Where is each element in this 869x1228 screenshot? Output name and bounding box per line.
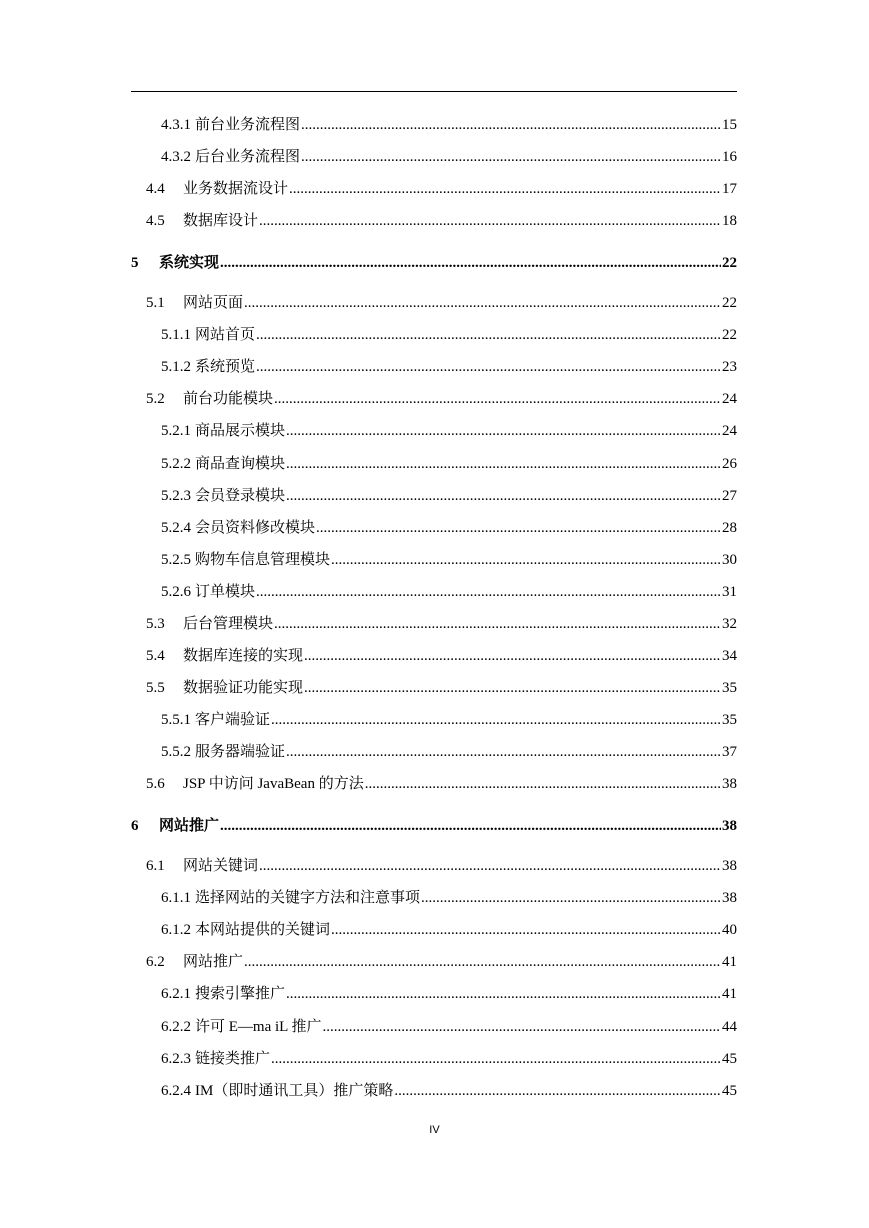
toc-leader-dots	[286, 455, 721, 473]
toc-chapter-entry[interactable]	[131, 815, 737, 835]
toc-entry-number: 5.1.1	[161, 327, 191, 343]
toc-entry[interactable]	[146, 210, 737, 230]
toc-leader-dots	[394, 1082, 721, 1100]
toc-entry-title: 前台功能模块	[183, 391, 274, 407]
toc-entry-page: 38	[722, 858, 737, 874]
toc-entry-page: 41	[722, 986, 737, 1002]
toc-entry-title: 订单模块	[195, 584, 256, 600]
toc-entry-page: 28	[722, 520, 737, 536]
toc-entry-title: 商品查询模块	[195, 456, 286, 472]
toc-entry-number: 6.1.1	[161, 890, 191, 906]
toc-entry-page: 35	[722, 712, 737, 728]
toc-entry-page: 38	[722, 890, 737, 906]
toc-entry[interactable]	[146, 951, 737, 971]
toc-entry-title: 本网站提供的关键词	[195, 922, 331, 938]
toc-entry-page: 31	[722, 584, 737, 600]
toc-entry-page: 16	[722, 149, 737, 165]
toc-entry-title: 选择网站的关键字方法和注意事项	[195, 890, 421, 906]
header-rule	[131, 91, 737, 92]
toc-entry-number: 6.2.2	[161, 1019, 191, 1035]
toc-entry-title: 许可 E—ma iL 推广	[195, 1019, 322, 1035]
toc-entry-page: 44	[722, 1019, 737, 1035]
toc-leader-dots	[256, 326, 721, 344]
toc-leader-dots	[289, 180, 721, 198]
toc-entry-title: 业务数据流设计	[183, 181, 289, 197]
toc-entry-number: 6.2	[146, 954, 165, 970]
toc-leader-dots	[220, 817, 721, 835]
toc-entry-title: 网站页面	[183, 295, 244, 311]
toc-entry-page: 15	[722, 117, 737, 133]
toc-entry-page: 22	[722, 255, 737, 271]
toc-entry-number: 6.1	[146, 858, 165, 874]
toc-entry[interactable]	[146, 388, 737, 408]
toc-entry[interactable]	[161, 1048, 737, 1068]
toc-entry-page: 22	[722, 295, 737, 311]
toc-leader-dots	[256, 583, 721, 601]
toc-entry-number: 5.3	[146, 616, 165, 632]
toc-entry-number: 5	[131, 255, 139, 271]
toc-leader-dots	[259, 857, 721, 875]
toc-entry-number: 4.3.2	[161, 149, 191, 165]
toc-entry-page: 24	[722, 423, 737, 439]
toc-entry-number: 6.1.2	[161, 922, 191, 938]
toc-entry-number: 5.5.2	[161, 744, 191, 760]
toc-entry[interactable]	[161, 485, 737, 505]
toc-entry[interactable]	[161, 420, 737, 440]
toc-leader-dots	[244, 294, 721, 312]
toc-entry-title: 数据验证功能实现	[183, 680, 304, 696]
toc-entry[interactable]	[161, 581, 737, 601]
toc-leader-dots	[259, 212, 721, 230]
toc-entry-number: 5.4	[146, 648, 165, 664]
toc-entry[interactable]	[161, 114, 737, 134]
toc-entry[interactable]	[146, 613, 737, 633]
toc-leader-dots	[244, 953, 721, 971]
toc-entry-number: 5.2.5	[161, 552, 191, 568]
toc-leader-dots	[220, 254, 721, 272]
toc-entry-number: 5.2	[146, 391, 165, 407]
toc-entry-title: IM（即时通讯工具）推广策略	[195, 1083, 394, 1099]
toc-entry[interactable]	[161, 1080, 737, 1100]
toc-leader-dots	[286, 487, 721, 505]
toc-entry[interactable]	[161, 709, 737, 729]
toc-entry[interactable]	[161, 887, 737, 907]
toc-leader-dots	[421, 889, 721, 907]
toc-entry-title: 网站推广	[183, 954, 244, 970]
toc-entry-title: 后台管理模块	[183, 616, 274, 632]
toc-entry-number: 6.2.3	[161, 1051, 191, 1067]
toc-entry[interactable]	[161, 1016, 737, 1036]
toc-leader-dots	[301, 148, 721, 166]
toc-entry-page: 18	[722, 213, 737, 229]
toc-entry-page: 35	[722, 680, 737, 696]
toc-entry-number: 5.2.6	[161, 584, 191, 600]
toc-entry-page: 45	[722, 1083, 737, 1099]
toc-leader-dots	[331, 921, 721, 939]
toc-entry-page: 27	[722, 488, 737, 504]
toc-entry[interactable]	[161, 549, 737, 569]
toc-entry[interactable]	[146, 773, 737, 793]
toc-entry[interactable]	[161, 324, 737, 344]
toc-entry-number: 5.5	[146, 680, 165, 696]
toc-entry-number: 5.2.4	[161, 520, 191, 536]
toc-entry-page: 22	[722, 327, 737, 343]
toc-leader-dots	[271, 711, 721, 729]
toc-entry-title: 前台业务流程图	[195, 117, 301, 133]
toc-entry-title: 会员登录模块	[195, 488, 286, 504]
toc-entry-title: 后台业务流程图	[195, 149, 301, 165]
toc-entry-title: 数据库设计	[183, 213, 259, 229]
toc-entry-page: 38	[722, 776, 737, 792]
toc-entry-number: 6.2.1	[161, 986, 191, 1002]
toc-entry-page: 38	[722, 818, 737, 834]
toc-entry[interactable]	[161, 919, 737, 939]
toc-entry-title: 搜索引擎推广	[195, 986, 286, 1002]
toc-entry[interactable]	[146, 677, 737, 697]
toc-entry-number: 4.3.1	[161, 117, 191, 133]
toc-leader-dots	[331, 551, 721, 569]
toc-entry-page: 17	[722, 181, 737, 197]
toc-entry-page: 30	[722, 552, 737, 568]
toc-entry-title: 客户端验证	[195, 712, 271, 728]
toc-leader-dots	[301, 116, 721, 134]
toc-leader-dots	[286, 422, 721, 440]
toc-entry-number: 5.5.1	[161, 712, 191, 728]
toc-entry[interactable]	[161, 453, 737, 473]
toc-entry[interactable]	[146, 645, 737, 665]
toc-entry[interactable]	[161, 517, 737, 537]
toc-entry-title: 数据库连接的实现	[183, 648, 304, 664]
toc-entry[interactable]	[161, 146, 737, 166]
toc-entry-title: JSP 中访问 JavaBean 的方法	[183, 776, 364, 792]
toc-entry-number: 6.2.4	[161, 1083, 191, 1099]
page-number: IV	[429, 1124, 440, 1136]
toc-leader-dots	[274, 390, 721, 408]
toc-leader-dots	[365, 775, 721, 793]
toc-entry-number: 5.2.3	[161, 488, 191, 504]
toc-entry-page: 23	[722, 359, 737, 375]
toc-entry-number: 4.5	[146, 213, 165, 229]
toc-entry-title: 系统预览	[195, 359, 256, 375]
toc-entry-page: 37	[722, 744, 737, 760]
toc-leader-dots	[316, 519, 721, 537]
toc-entry-number: 5.2.2	[161, 456, 191, 472]
toc-entry-title: 网站关键词	[183, 858, 259, 874]
toc-entry-title: 服务器端验证	[195, 744, 286, 760]
toc-entry[interactable]	[146, 292, 737, 312]
toc-entry-title: 购物车信息管理模块	[195, 552, 331, 568]
toc-entry-page: 40	[722, 922, 737, 938]
toc-entry-page: 32	[722, 616, 737, 632]
toc-entry-title: 系统实现	[159, 255, 220, 271]
toc-leader-dots	[286, 985, 721, 1003]
toc-entry[interactable]	[161, 741, 737, 761]
toc-entry-page: 26	[722, 456, 737, 472]
toc-chapter-entry[interactable]	[131, 252, 737, 272]
toc-entry[interactable]	[161, 356, 737, 376]
toc-leader-dots	[271, 1050, 721, 1068]
toc-leader-dots	[274, 615, 721, 633]
toc-entry-number: 4.4	[146, 181, 165, 197]
toc-entry-page: 41	[722, 954, 737, 970]
toc-leader-dots	[286, 743, 721, 761]
toc-entry-number: 5.2.1	[161, 423, 191, 439]
toc-entry[interactable]	[146, 178, 737, 198]
toc-entry[interactable]	[146, 855, 737, 875]
toc-entry-page: 34	[722, 648, 737, 664]
toc-entry-number: 5.6	[146, 776, 165, 792]
toc-entry-title: 网站首页	[195, 327, 256, 343]
toc-leader-dots	[304, 679, 721, 697]
toc-entry-number: 5.1	[146, 295, 165, 311]
toc-entry[interactable]	[161, 983, 737, 1003]
toc-entry-title: 网站推广	[159, 818, 220, 834]
toc-entry-title: 链接类推广	[195, 1051, 271, 1067]
toc-entry-number: 6	[131, 818, 139, 834]
toc-leader-dots	[323, 1018, 721, 1036]
toc-leader-dots	[304, 647, 721, 665]
toc-entry-page: 24	[722, 391, 737, 407]
toc-entry-number: 5.1.2	[161, 359, 191, 375]
toc-leader-dots	[256, 358, 721, 376]
toc-entry-title: 会员资料修改模块	[195, 520, 316, 536]
toc-entry-title: 商品展示模块	[195, 423, 286, 439]
toc-entry-page: 45	[722, 1051, 737, 1067]
